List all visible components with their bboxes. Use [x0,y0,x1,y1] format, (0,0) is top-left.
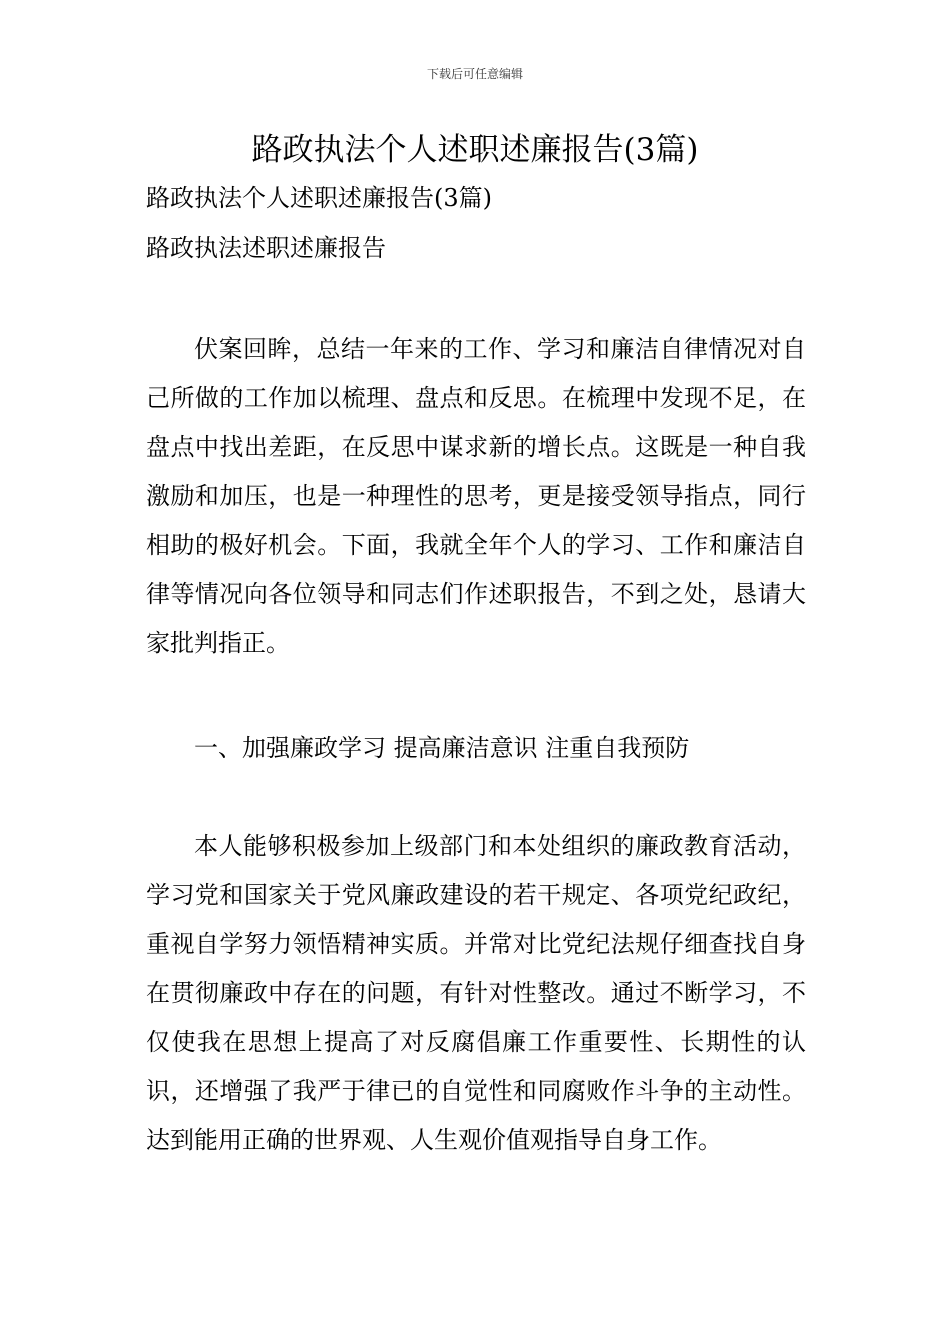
header-note: 下载后可任意编辑 [426,67,523,81]
paragraph-section-1: 本人能够积极参加上级部门和本处组织的廉政教育活动，学习党和国家关于党风廉政建设的若干规定、各项党纪政纪，重视自学努力领悟精神实质。并常对比党纪法规仔细查找自身在贯彻廉政中存在的问题，有针对性整改。通过不断学习，不仅使我在思想上提高了对反腐倡廉工作重要性、长期性的认识，还增强了我严于律已的自觉性和同腐败作斗争的主动性。达到能用正确的世界观、人生观价值观指导自身工作。 [146,832,806,1154]
subtitle-line-2: 路政执法述职述廉报告 [146,234,386,262]
subtitle-line-1: 路政执法个人述职述廉报告(3篇) [146,184,492,212]
document-title: 路政执法个人述职述廉报告(3篇) [251,132,699,168]
paragraph-intro: 伏案回眸，总结一年来的工作、学习和廉洁自律情况对自己所做的工作加以梳理、盘点和反思。在梳理中发现不足，在盘点中找出差距，在反思中谋求新的增长点。这既是一种自我激励和加压，也是一种理性的思考，更是接受领导指点，同行相助的极好机会。下面，我就全年个人的学习、工作和廉洁自律等情况向各位领导和同志们作述职报告，不到之处，恳请大家批判指正。 [146,335,806,657]
section-heading-1: 一、加强廉政学习 提高廉洁意识 注重自我预防 [194,734,690,762]
